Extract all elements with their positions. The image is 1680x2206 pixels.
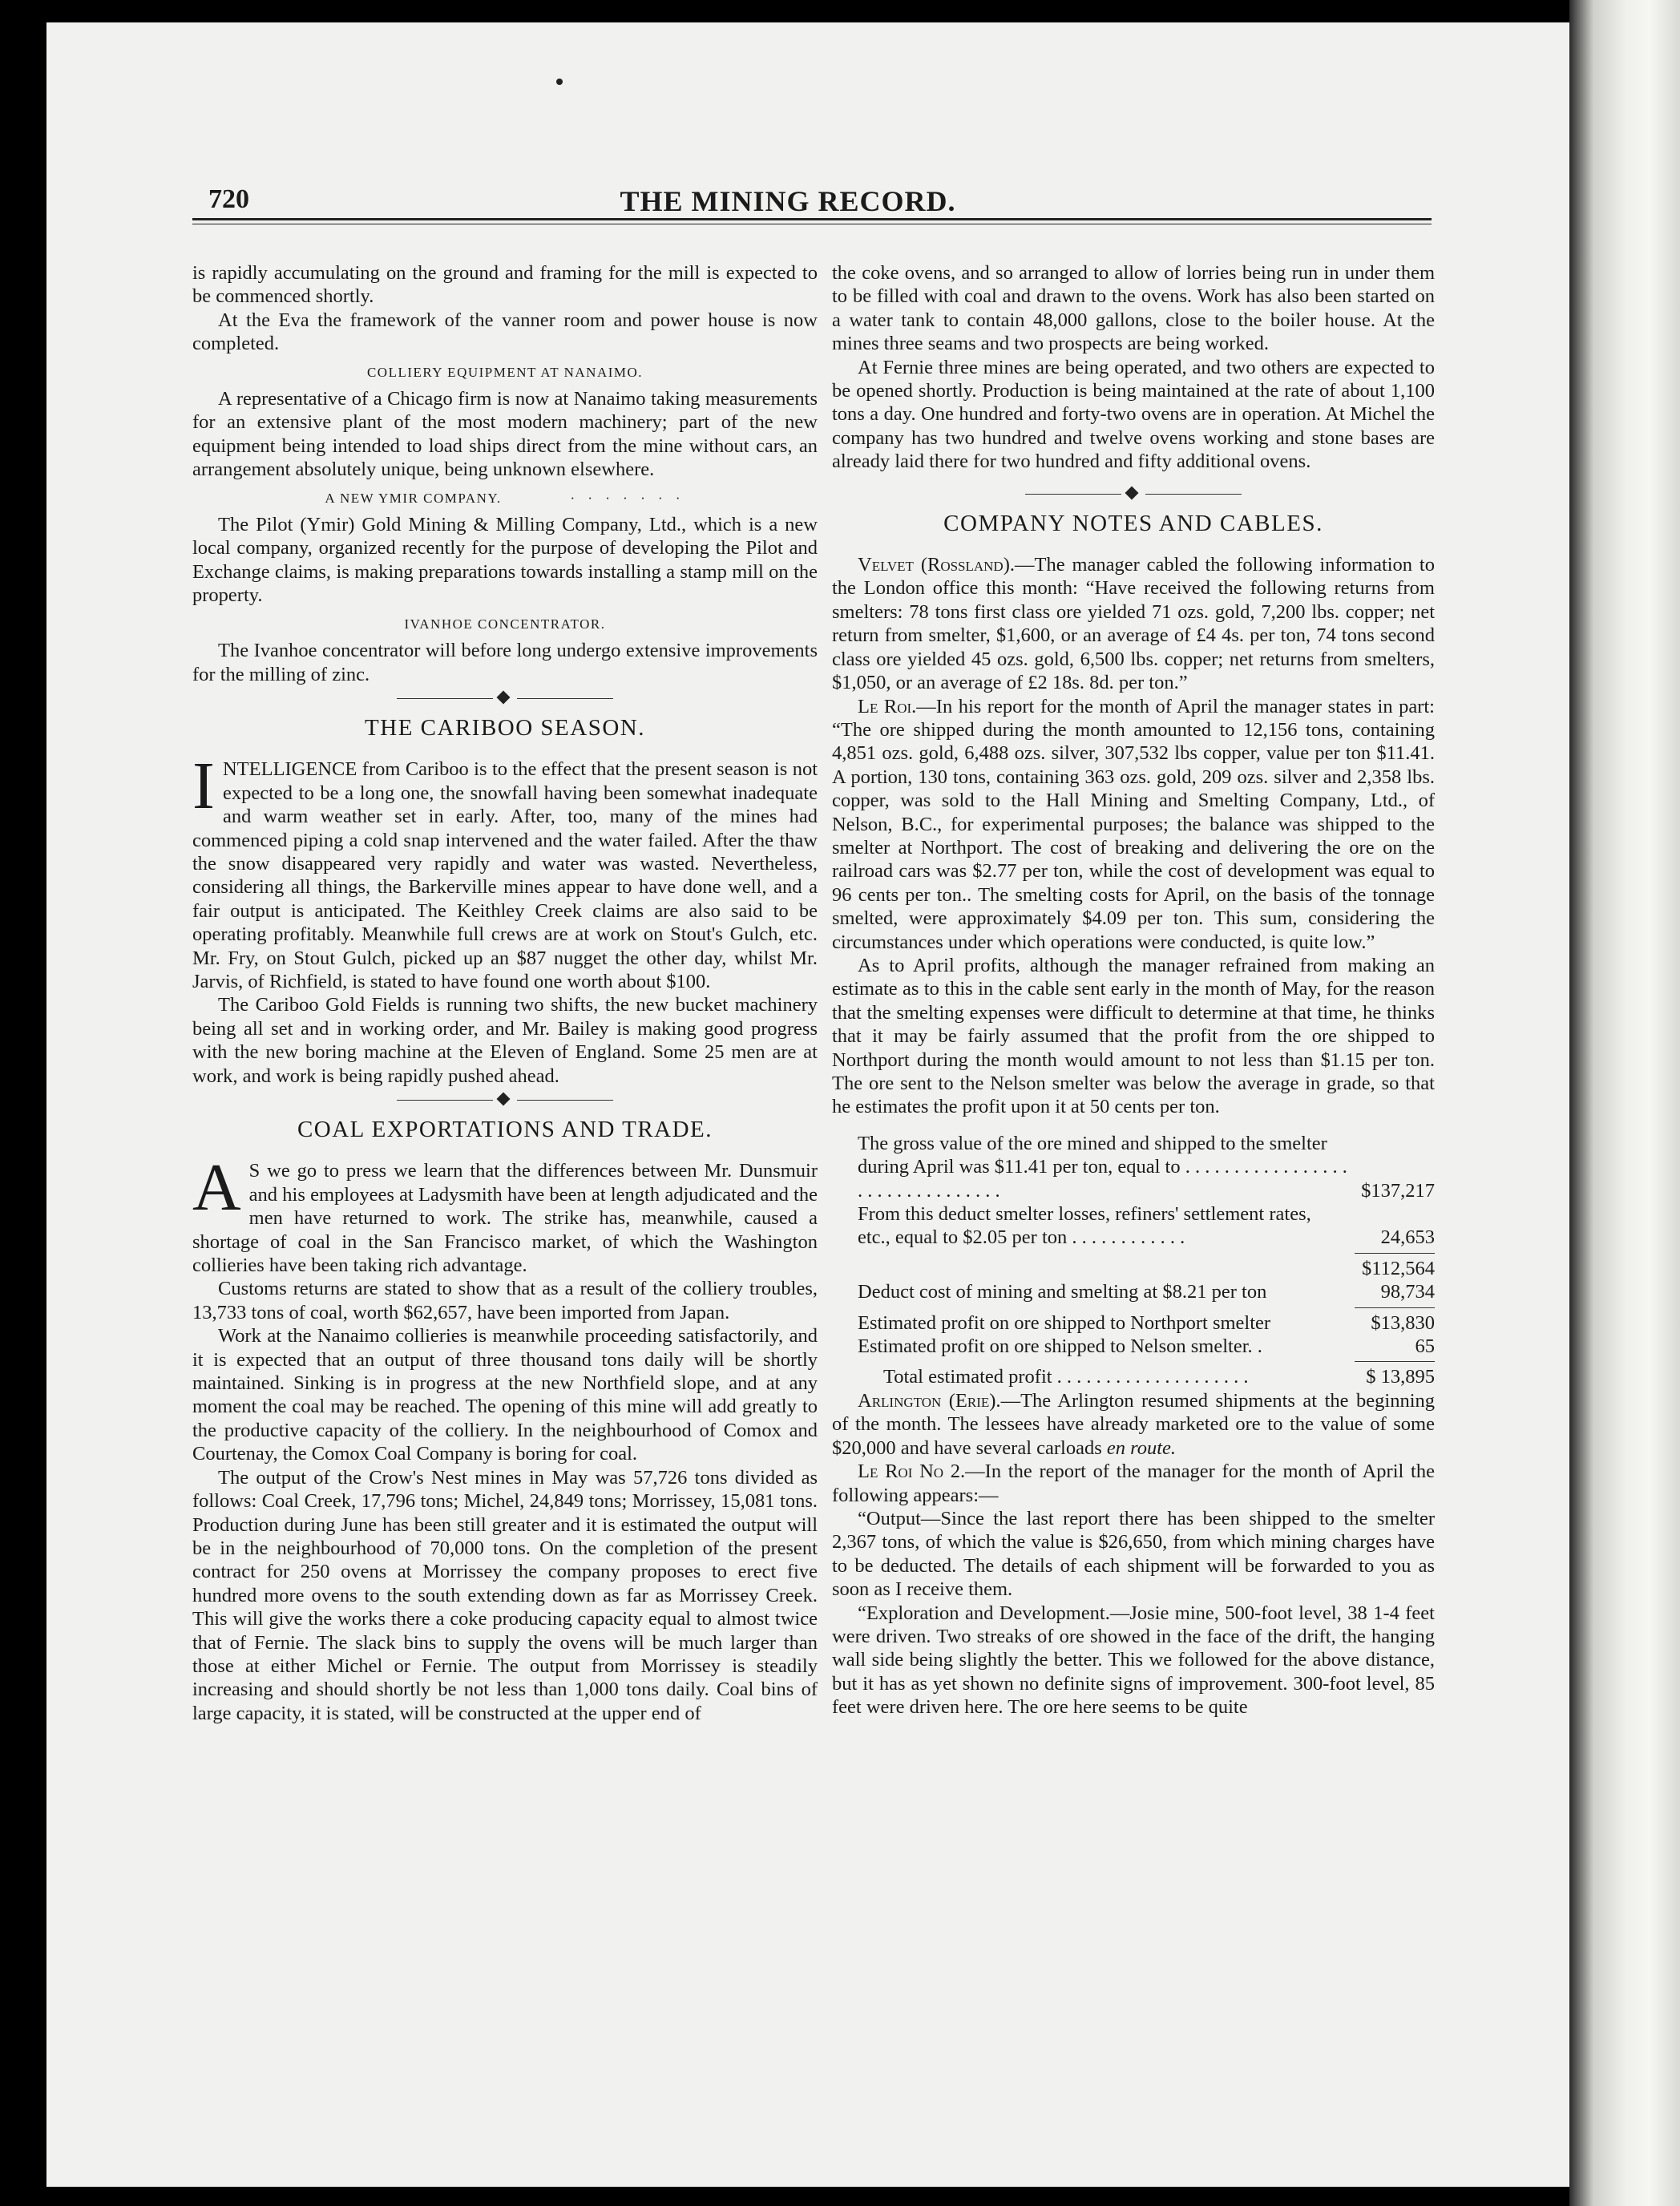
print-dots: · · · · · · ·	[570, 490, 685, 506]
calc-row	[858, 1365, 1435, 1388]
paragraph-text: —In the report of the manager for the month of April the following appears:—	[832, 1461, 1435, 1506]
calc-value: 98,734	[1380, 1281, 1435, 1303]
section-ornament	[192, 1093, 818, 1109]
calc-value: $137,217	[1361, 1179, 1435, 1202]
paragraph-text: —In his report for the month of April the manager states in part: “The ore shipped during the month amounted to 12,156 tons, containing 4,851 ozs. gold, 6,488 ozs. silver, 307,532 lbs copper, value per ton $11.41. A portion, 130 tons, containing 363 ozs. gold, 209 ozs. silver and 2,358 lbs. copper, was sold to the Hall Mining and Smelting Company, Ltd., of Nelson, B.C., for experimental purposes; the balance was shipped to the smelter at Northport. The cost of breaking and delivering the ore on the railroad cars was $2.77 per ton, while the cost of development was equal to 96 cents per ton.. The smelting costs for April, on the basis of the tonnage smelted, were approximately $4.09 per ton. This sum, considering the circumstances under which operations were conducted, is quite low.”	[832, 695, 1435, 953]
calc-value: $ 13,895	[1366, 1366, 1435, 1388]
paragraph: Customs returns are stated to show that as a result of the colliery troubles, 13,733 tons of coal, worth $62,657, have been imported from Japan.	[192, 1278, 818, 1323]
right-column	[832, 261, 1435, 1719]
heading-company-notes: COMPANY NOTES AND CABLES.	[943, 510, 1323, 536]
page-header	[144, 184, 1432, 218]
paragraph-text: S we go to press we learn that the differences between Mr. Dunsmuir and his employees at Ladysmith have been at length adjudicated and the men have returned to work. The strike has, meanwhile, caused a shortage of coal in the San Francisco market, of which the Washington collieries have been taking rich advantage.	[192, 1160, 818, 1277]
sum-rule	[1355, 1307, 1435, 1308]
paragraph: The Cariboo Gold Fields is running two shifts, the new bucket machinery being all set and in working order, and Mr. Bailey is making good progress with the new boring machine at the Eleven of England. Some 25 men are at work, and work is being rapidly pushed ahead.	[192, 994, 818, 1087]
calc-label: From this deduct smelter losses, refiners' settlement rates, etc., equal to $2.05 per ton . . . . . . . . . . . .	[858, 1203, 1311, 1249]
subheading-colliery: COLLIERY EQUIPMENT AT NANAIMO.	[366, 364, 644, 380]
paragraph-cariboo	[192, 749, 818, 993]
calc-value: 24,653	[1380, 1226, 1435, 1249]
heading-coal-exportations: COAL EXPORTATIONS AND TRADE.	[297, 1117, 713, 1142]
subheading-ivanhoe: IVANHOE CONCENTRATOR.	[404, 616, 606, 632]
drop-cap: A	[192, 1150, 241, 1226]
paragraph-text: —The manager cabled the following information to the London office this month: “Have received the following returns from smelters: 78 tons first class ore yielded 71 ozs. gold, 7,200 lbs. copper; net return from smelter, $1,600, or an average of £4 4s. per ton, 74 tons second class ore yielded 45 ozs. gold, 6,500 lbs. copper; net returns from smelters, $1,050, or an average of £2 18s. 8d. per ton.”	[832, 554, 1435, 694]
paragraph: “Exploration and Development.—Josie mine, 500-foot level, 38 1-4 feet were driven. Two streaks of ore showed in the face of the drift, the hanging wall side being slightly the better. This we followed for the above distance, but it has as yet shown no definite signs of improvement. 300-foot level, 85 feet were driven here. The ore here seems to be quite	[832, 1602, 1435, 1719]
paragraph-text: —The Arlington resumed shipments at the beginning of the month. The lessees have already marketed ore to the value of some $20,000 and have several carloads	[832, 1389, 1435, 1459]
paragraph: At the Eva the framework of the vanner room and power house is now completed.	[192, 309, 818, 355]
paragraph-arlington	[832, 1389, 1435, 1460]
subheading-ymir	[192, 487, 818, 510]
section-ornament	[192, 691, 818, 707]
calc-value: 65	[1415, 1335, 1435, 1358]
paragraph: “Output—Since the last report there has been shipped to the smelter 2,367 tons, of which the value is $26,650, from which mining charges have to be deducted. The details of each shipment will be forwarded to you as soon as I receive them.	[832, 1507, 1435, 1601]
section-ornament	[832, 487, 1435, 503]
paragraph-le-roi	[832, 695, 1435, 954]
paragraph: A representative of a Chicago firm is now at Nanaimo taking measurements for an extensive plant of the most modern machinery; part of the new equipment being intended to load ships direct from the mine without cars, an arrangement absolutely unique, being unknown elsewhere.	[192, 388, 818, 481]
paragraph: As to April profits, although the manager refrained from making an estimate as to this in the cable sent early in the month of May, for the reason that the smelting expenses were difficult to determine at that time, he thinks that it may be fairly assumed that the profit from the ore shipped to Northport during the month would amount to not less than $1.15 per ton. The ore sent to the Nelson smelter was below the average in grade, so that he estimates the profit upon it at 50 cents per ton.	[832, 954, 1435, 1118]
paragraph: The Ivanhoe concentrator will before long undergo extensive improvements for the milling of zinc.	[192, 640, 818, 685]
company-name: Le Roi No 2.	[858, 1461, 966, 1483]
heading-cariboo-season: THE CARIBOO SEASON.	[365, 714, 645, 741]
paragraph-le-roi-no-2	[832, 1460, 1435, 1507]
subheading-ymir-text: A NEW YMIR COMPANY.	[325, 490, 502, 506]
calc-row	[858, 1132, 1435, 1202]
calc-row	[858, 1280, 1435, 1303]
next-page-edge	[1569, 0, 1680, 2206]
calc-row	[858, 1335, 1435, 1358]
paragraph-velvet	[832, 553, 1435, 694]
calc-label: Estimated profit on ore shipped to Northport smelter	[858, 1311, 1271, 1334]
page-number: 720	[208, 184, 249, 214]
bullet-mark	[556, 79, 563, 85]
italic-text: en route.	[1106, 1436, 1177, 1459]
paragraph-text: from Cariboo is to the effect that the present season is not expected to be a long one, the snowfall having been somewhat inadequate and warm weather set in early. After, too, many of the mines had commenced piping a cold snap intervened and the water failed. After the thaw the snow disappeared very rapidly and water was wasted. Nevertheless, considering all things, the Barkerville mines appear to have done well, and a fair output is anticipated. The Keithley Creek claims are also said to be operating profitably. Meanwhile full crews are at work on Stout's Gulch, etc. Mr. Fry, on Stout Gulch, picked up an $87 nugget the other day, whilst Mr. Jarvis, of Richfield, is stated to have found one worth about $100.	[192, 758, 818, 992]
drop-cap: I	[192, 749, 215, 824]
company-name: Le Roi.	[858, 695, 917, 717]
paragraph-coal	[192, 1150, 818, 1277]
calc-row	[858, 1311, 1435, 1335]
paragraph: is rapidly accumulating on the ground and framing for the mill is expected to be commenced shortly.	[192, 262, 818, 308]
calc-row	[858, 1257, 1435, 1280]
company-name: Velvet (Rossland).	[858, 554, 1015, 576]
calc-row	[858, 1202, 1435, 1250]
sum-rule	[1355, 1361, 1435, 1362]
calc-label: Deduct cost of mining and smelting at $8.21 per ton	[858, 1281, 1267, 1303]
company-name: Arlington (Erie).	[858, 1389, 1001, 1412]
calc-value: $112,564	[1362, 1257, 1435, 1279]
header-rule-thick	[192, 218, 1432, 220]
paragraph: At Fernie three mines are being operated, and two others are expected to be opened shortly. Production is being maintained at the rate of about 1,100 tons a day. One hundred and forty-two ovens are in operation. At Michel the company has two hundred and twelve ovens working and stone bases are already laid there for two hundred and fifty additional ovens.	[832, 356, 1435, 473]
calc-label: Total estimated profit . . . . . . . . . . . . . . . . . . . .	[883, 1366, 1249, 1388]
lead-word: NTELLIGENCE	[222, 758, 357, 781]
calc-value: $13,830	[1371, 1311, 1435, 1334]
paragraph: The output of the Crow's Nest mines in May was 57,726 tons divided as follows: Coal Creek, 17,796 tons; Michel, 24,849 tons; Morrissey, 15,081 tons. Production during June has been still greater and it is estimated the output will be in the neighbourhood of 70,000 tons. On the completion of the present contract for 250 ovens at Morrissey the company proposes to erect five hundred more ovens to the south extending down as far as Morrissey Creek. This will give the works there a coke producing capacity equal to almost twice that of Fernie. The slack bins to supply the ovens will be much larger than those at either Michel or Fernie. The output from Morrissey is steadily increasing and should shortly be not less than 1,000 tons daily. Coal bins of large capacity, it is stated, will be constructed at the upper end of	[192, 1466, 818, 1724]
journal-title: THE MINING RECORD.	[620, 185, 956, 217]
profit-calculation	[858, 1132, 1435, 1389]
paragraph: the coke ovens, and so arranged to allow of lorries being run in under them to be filled with coal and drawn to the ovens. Work has also been started on a water tank to contain 48,000 gallons, close to the boiler house. At the mines three seams and two prospects are being worked.	[832, 262, 1435, 355]
left-column	[192, 261, 818, 1725]
paragraph: Work at the Nanaimo collieries is meanwhile proceeding satisfactorily, and it is expected that an output of three thousand tons daily will be shortly maintained. Sinking is in progress at the new Northfield slope, and at any moment the coal may be reached. The opening of this mine will add greatly to the productive capacity of the colliery. In the neighbourhood of Comox and Courtenay, the Comox Coal Company is boring for coal.	[192, 1325, 818, 1465]
sum-rule	[1355, 1253, 1435, 1254]
calc-label: Estimated profit on ore shipped to Nelson smelter. .	[858, 1335, 1262, 1358]
paragraph: The Pilot (Ymir) Gold Mining & Milling Company, Ltd., which is a new local company, organized recently for the purpose of developing the Pilot and Exchange claims, is making preparations towards installing a stamp mill on the property.	[192, 514, 818, 607]
calc-label: The gross value of the ore mined and shipped to the smelter during April was $11.41 per ton, equal to . . . . . . . . . . . . . . . . . . . . . . . . . . . . . . . .	[858, 1132, 1347, 1202]
